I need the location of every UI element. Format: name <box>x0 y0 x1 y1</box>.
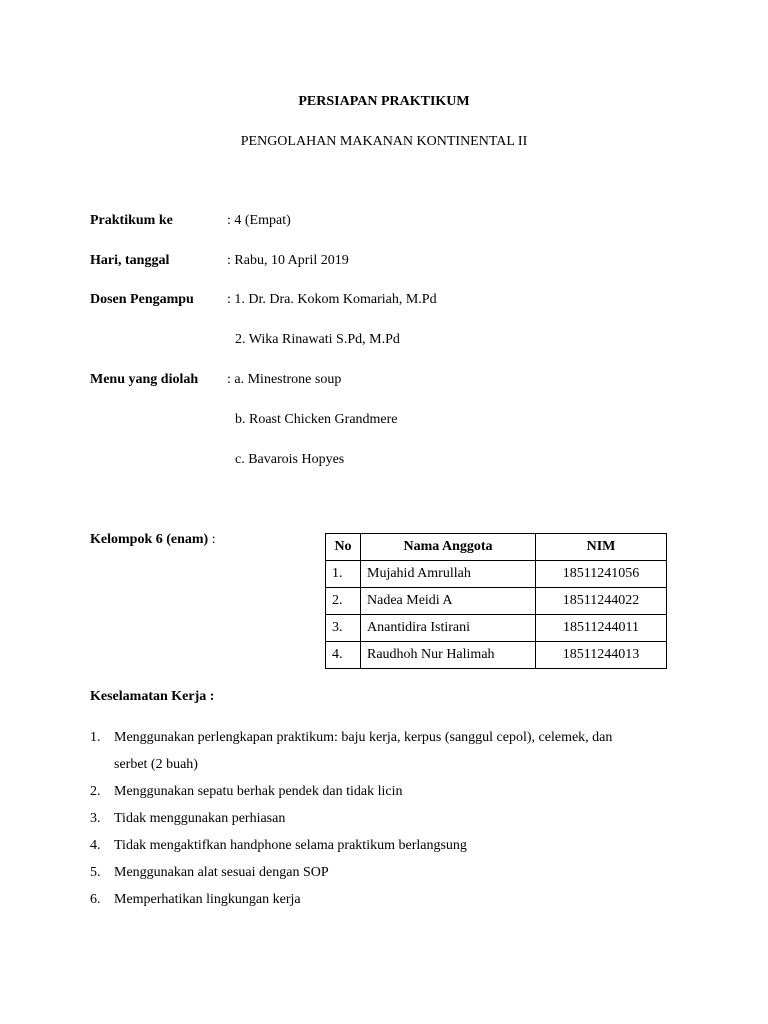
list-item <box>90 778 670 805</box>
list-number: 3. <box>90 811 101 826</box>
cell-nama: Raudhoh Nur Halimah <box>361 642 536 669</box>
cell-no: 4. <box>326 642 361 669</box>
menu-label: Menu yang diolah <box>90 372 199 387</box>
header-no: No <box>326 534 361 561</box>
list-number: 6. <box>90 892 101 907</box>
list-text: Memperhatikan lingkungan kerja <box>114 892 301 907</box>
table-header-row <box>326 534 667 561</box>
hari-tanggal-value: : Rabu, 10 April 2019 <box>227 253 349 268</box>
document-title: PERSIAPAN PRAKTIKUM <box>298 94 470 109</box>
menu-value-3: c. Bavarois Hopyes <box>235 452 345 467</box>
kelompok-text: Kelompok 6 (enam) <box>90 532 209 547</box>
praktikum-label: Praktikum ke <box>90 213 173 228</box>
dosen-value-1: : 1. Dr. Dra. Kokom Komariah, M.Pd <box>227 292 437 307</box>
list-item <box>90 859 670 886</box>
dosen-value-2: 2. Wika Rinawati S.Pd, M.Pd <box>235 332 400 347</box>
cell-no: 1. <box>326 561 361 588</box>
cell-nama: Anantidira Istirani <box>361 615 536 642</box>
praktikum-value: : 4 (Empat) <box>227 213 291 228</box>
cell-nim: 18511244011 <box>536 615 667 642</box>
table-row <box>326 615 667 642</box>
list-text: Tidak mengaktifkan handphone selama praktikum berlangsung <box>114 838 467 853</box>
list-text: Tidak menggunakan perhiasan <box>114 811 286 826</box>
list-item-continuation: serbet (2 buah) <box>114 757 198 772</box>
list-number: 1. <box>90 730 101 745</box>
list-number: 2. <box>90 784 101 799</box>
table-row <box>326 588 667 615</box>
cell-nim: 18511244013 <box>536 642 667 669</box>
header-nama: Nama Anggota <box>361 534 536 561</box>
hari-tanggal-label: Hari, tanggal <box>90 253 170 268</box>
list-item <box>90 724 670 751</box>
header-nim: NIM <box>536 534 667 561</box>
list-item <box>90 805 670 832</box>
cell-no: 3. <box>326 615 361 642</box>
table-row <box>326 642 667 669</box>
kelompok-label <box>90 532 216 548</box>
safety-title: Keselamatan Kerja : <box>90 689 215 704</box>
member-table <box>325 533 667 669</box>
list-text: Menggunakan perlengkapan praktikum: baju kerja, kerpus (sanggul cepol), celemek, dan <box>114 730 613 745</box>
cell-nim: 18511241056 <box>536 561 667 588</box>
cell-nama: Nadea Meidi A <box>361 588 536 615</box>
table-row <box>326 561 667 588</box>
cell-no: 2. <box>326 588 361 615</box>
cell-nama: Mujahid Amrullah <box>361 561 536 588</box>
document-subtitle: PENGOLAHAN MAKANAN KONTINENTAL II <box>240 134 528 149</box>
list-text: Menggunakan alat sesuai dengan SOP <box>114 865 329 880</box>
list-number: 4. <box>90 838 101 853</box>
kelompok-colon: : <box>208 532 216 547</box>
list-number: 5. <box>90 865 101 880</box>
dosen-label: Dosen Pengampu <box>90 292 194 307</box>
menu-value-1: : a. Minestrone soup <box>227 372 342 387</box>
menu-value-2: b. Roast Chicken Grandmere <box>235 412 398 427</box>
list-item <box>90 832 670 859</box>
list-text: Menggunakan sepatu berhak pendek dan tidak licin <box>114 784 403 799</box>
list-item <box>90 886 670 913</box>
cell-nim: 18511244022 <box>536 588 667 615</box>
